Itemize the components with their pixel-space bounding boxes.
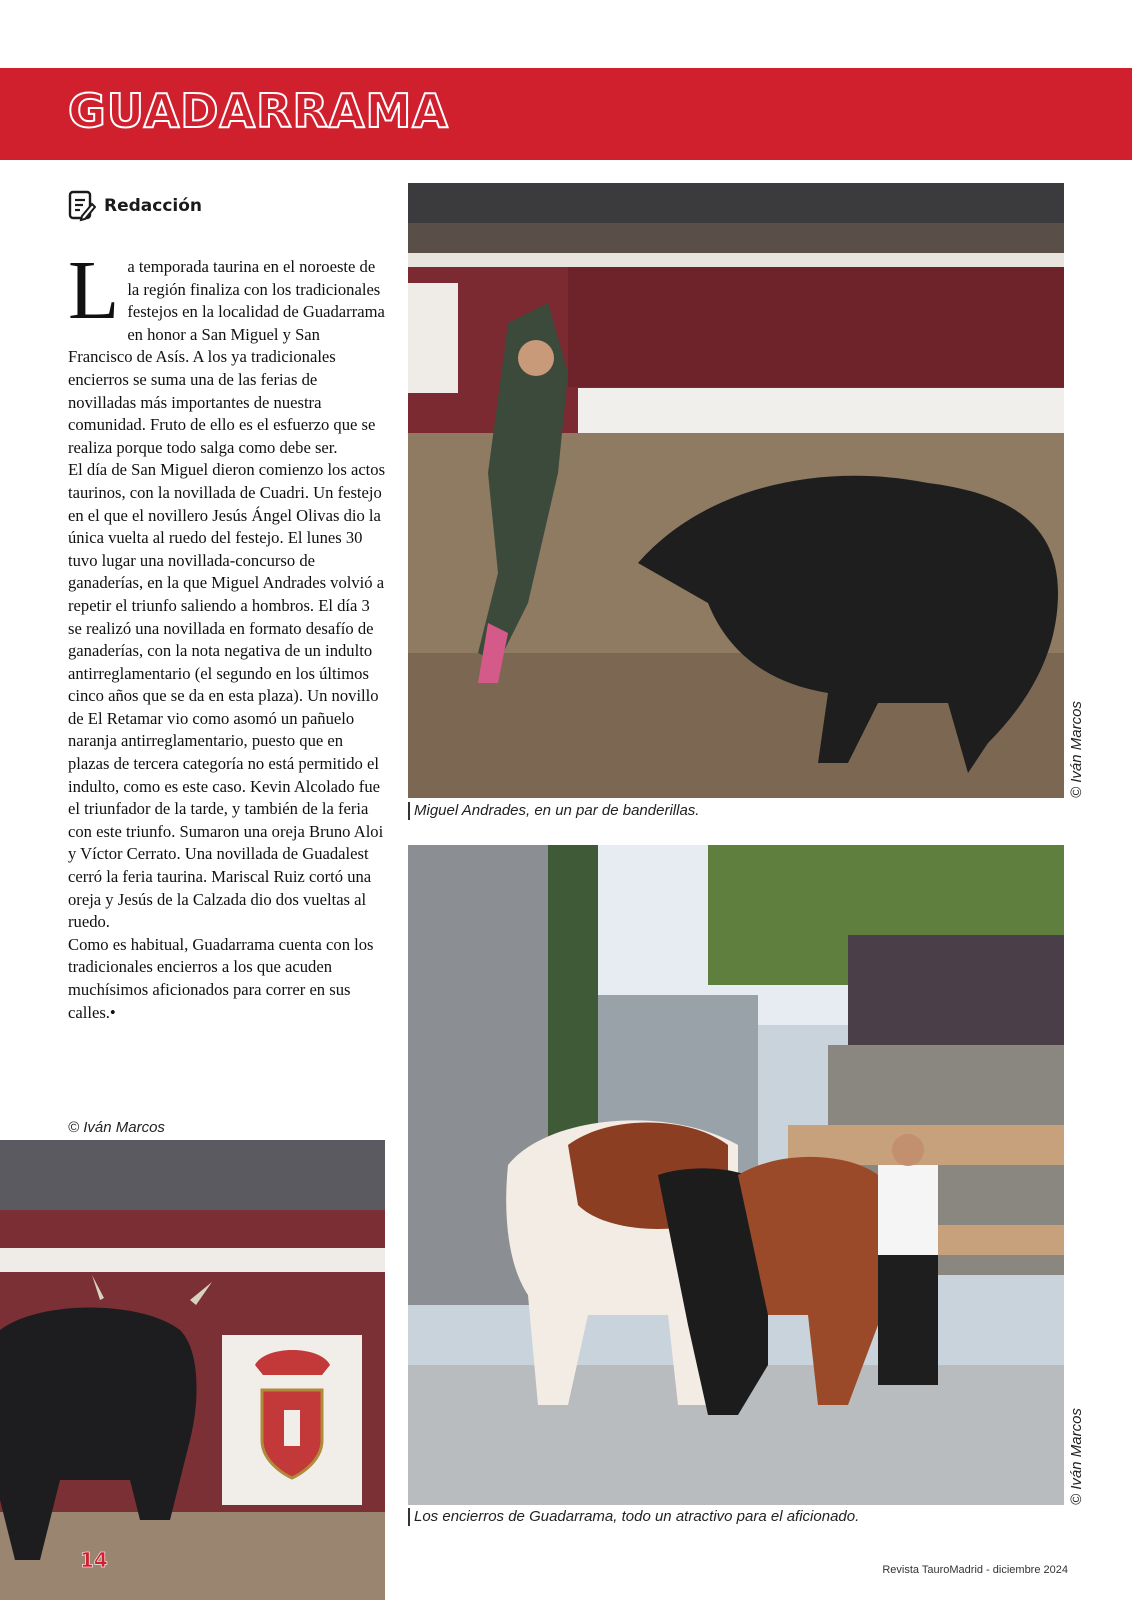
- section-title: GUADARRAMA: [68, 84, 449, 138]
- article-paragraph-1: La temporada taurina en el noroeste de la región finaliza con los tradicionales festejos en la localidad de Guadarrama en honor a San Miguel y San Francisco de Asís. A los ya tradicionales encierros se suma una de las ferias de novilladas más importantes de nuestra comunidad. Fruto de ello es el esfuerzo que se realiza porque todo salga como debe ser.: [68, 244, 385, 457]
- photo-credit-top: © Iván Marcos: [1068, 701, 1085, 798]
- page-number: 14: [80, 1548, 108, 1572]
- photo-credit-middle: © Iván Marcos: [1068, 1408, 1085, 1505]
- photo-credit-bottom-left: © Iván Marcos: [68, 1119, 165, 1136]
- article-paragraph-3: Como es habitual, Guadarrama cuenta con los tradicionales encierros a los que acuden muchísimos aficionados para correr en sus calles.•: [68, 934, 374, 1022]
- drop-cap: L: [68, 244, 120, 337]
- byline: [68, 190, 202, 222]
- photo-encierros: [408, 845, 1064, 1505]
- article-paragraph-2: El día de San Miguel dieron comienzo los actos taurinos, con la novillada de Cuadri. Un festejo en el que el novillero Jesús Ángel Olivas dio la única vuelta al ruedo del festejo. El lunes 30 tuvo lugar una novillada-concurso de ganaderías, en la que Miguel Andrades volvió a repetir el triunfo saliendo a hombros. El día 3 se realizó una novillada en formato desafío de ganaderías, con la nota negativa de un indulto antirreglamentario (el segundo en los últimos cinco años que se da en esta plaza). Un novillo de El Retamar vio como asomó un pañuelo naranja antirreglamentario, puesto que en plazas de tercera categoría no está permitido el indulto, como es este caso. Kevin Alcolado fue el triunfador de la tarde, y también de la feria con este triunfo. Sumaron una oreja Bruno Aloi y Víctor Cerrato. Una novillada de Guadalest cerró la feria taurina. Mariscal Ruiz cortó una oreja y Jesús de la Calzada dio dos vueltas al ruedo.: [68, 460, 386, 932]
- photo-bull-barrier: [0, 1140, 385, 1600]
- header-banner: [0, 68, 1132, 160]
- author-name: Redacción: [104, 196, 203, 216]
- photo-torero-banderillas: [408, 183, 1064, 798]
- document-edit-icon: [68, 190, 96, 222]
- photo-caption-top: Miguel Andrades, en un par de banderillas.: [408, 802, 699, 820]
- photo-caption-middle: Los encierros de Guadarrama, todo un atractivo para el aficionado.: [408, 1508, 859, 1526]
- article-body: [68, 244, 386, 1024]
- publication-footer: Revista TauroMadrid - diciembre 2024: [882, 1564, 1068, 1576]
